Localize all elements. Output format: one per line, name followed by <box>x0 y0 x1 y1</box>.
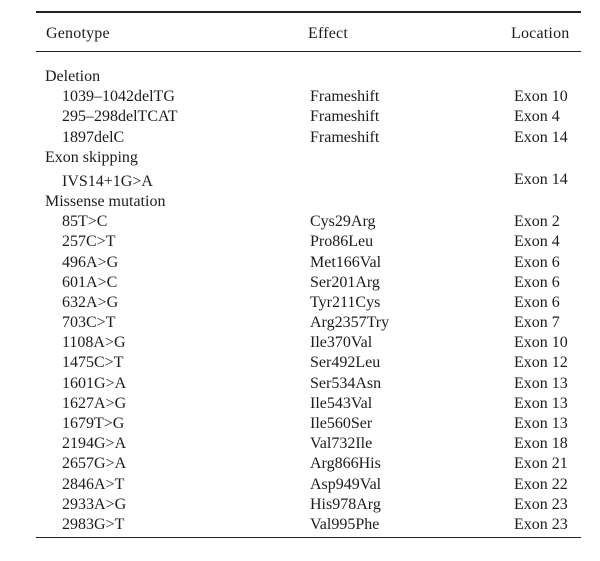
location-cell: Exon 7 <box>514 314 560 332</box>
effect-cell: Arg2357Try <box>310 314 390 332</box>
effect-cell: Ile560Ser <box>310 415 373 432</box>
genotype-cell: 257C>T <box>62 233 116 251</box>
genotype-cell: 2846A>T <box>62 475 125 493</box>
category-row <box>0 192 600 212</box>
header-effect: Effect <box>308 25 348 42</box>
effect-cell: Cys29Arg <box>310 213 376 231</box>
effect-cell: Frameshift <box>310 88 380 106</box>
location-cell: Exon 10 <box>514 88 568 106</box>
table-row <box>0 293 600 313</box>
table-row <box>0 313 600 333</box>
genotype-cell: 703C>T <box>62 314 116 332</box>
table-row <box>0 414 600 434</box>
effect-cell: Arg866His <box>310 455 381 473</box>
location-cell: Exon 23 <box>514 495 568 513</box>
table-row <box>0 333 600 353</box>
location-cell: Exon 14 <box>514 170 568 188</box>
genotype-cell: 2933A>G <box>62 495 127 513</box>
effect-cell: Ile543Val <box>310 394 373 412</box>
table-row <box>0 253 600 273</box>
category-row <box>0 67 600 87</box>
table-row <box>0 107 600 127</box>
category-label: Deletion <box>45 68 101 85</box>
location-cell: Exon 6 <box>514 293 560 311</box>
effect-cell: Tyr211Cys <box>310 293 381 311</box>
effect-cell: Ser534Asn <box>310 374 382 392</box>
location-cell: Exon 23 <box>514 515 568 533</box>
category-label: Exon skipping <box>45 148 138 166</box>
location-cell: Exon 2 <box>514 213 560 231</box>
header-location: Location <box>511 25 570 42</box>
genotype-cell: 85T>C <box>62 213 108 231</box>
genotype-cell: 601A>C <box>62 273 118 291</box>
top-rule <box>36 11 581 13</box>
table-row <box>0 454 600 474</box>
table-row <box>0 168 600 192</box>
table-row <box>0 374 600 394</box>
genotype-cell: 1897delC <box>62 128 125 146</box>
genotype-cell: 1475C>T <box>62 354 124 372</box>
header-rule <box>36 51 581 52</box>
header-genotype: Genotype <box>46 25 110 42</box>
genotype-cell: 1601G>A <box>62 374 127 392</box>
genotype-cell: IVS14+1G>A <box>62 172 153 190</box>
effect-cell: Frameshift <box>310 108 380 126</box>
location-cell: Exon 4 <box>514 108 560 126</box>
genotype-cell: 2983G>T <box>62 515 125 533</box>
genotype-cell: 1108A>G <box>62 334 126 352</box>
table-row <box>0 434 600 454</box>
location-cell: Exon 6 <box>514 273 560 291</box>
table-body <box>0 67 600 535</box>
location-cell: Exon 14 <box>514 128 568 146</box>
location-cell: Exon 13 <box>514 394 568 412</box>
table-row <box>0 273 600 293</box>
effect-cell: Val995Phe <box>310 515 380 533</box>
genotype-cell: 2194G>A <box>62 435 127 453</box>
effect-cell: Pro86Leu <box>310 233 374 251</box>
table-row <box>0 475 600 495</box>
genotype-cell: 295–298delTCAT <box>62 108 178 126</box>
genotype-cell: 1039–1042delTG <box>62 88 175 106</box>
effect-cell: His978Arg <box>310 495 381 513</box>
category-row <box>0 148 600 168</box>
effect-cell: Ile370Val <box>310 334 373 352</box>
location-cell: Exon 4 <box>514 233 560 251</box>
table-row <box>0 87 600 107</box>
genotype-cell: 2657G>A <box>62 455 127 473</box>
location-cell: Exon 13 <box>514 374 568 392</box>
effect-cell: Ser201Arg <box>310 273 380 291</box>
effect-cell: Asp949Val <box>310 475 382 493</box>
table-row <box>0 128 600 148</box>
location-cell: Exon 21 <box>514 455 568 473</box>
effect-cell: Met166Val <box>310 253 382 271</box>
genotype-cell: 632A>G <box>62 293 119 311</box>
location-cell: Exon 6 <box>514 253 560 271</box>
location-cell: Exon 22 <box>514 475 568 493</box>
location-cell: Exon 13 <box>514 415 568 432</box>
genotype-cell: 1679T>G <box>62 415 125 432</box>
genotype-cell: 1627A>G <box>62 394 127 412</box>
category-label: Missense mutation <box>45 192 166 210</box>
location-cell: Exon 18 <box>514 435 568 453</box>
table-row <box>0 353 600 373</box>
effect-cell: Frameshift <box>310 128 380 146</box>
table-row <box>0 495 600 515</box>
bottom-rule <box>36 537 581 538</box>
table-row <box>0 515 600 535</box>
effect-cell: Ser492Leu <box>310 354 381 372</box>
location-cell: Exon 12 <box>514 354 568 372</box>
table-row <box>0 212 600 232</box>
effect-cell: Val732Ile <box>310 435 373 453</box>
location-cell: Exon 10 <box>514 334 568 352</box>
genotype-cell: 496A>G <box>62 253 119 271</box>
table-row <box>0 394 600 414</box>
table-row <box>0 232 600 252</box>
